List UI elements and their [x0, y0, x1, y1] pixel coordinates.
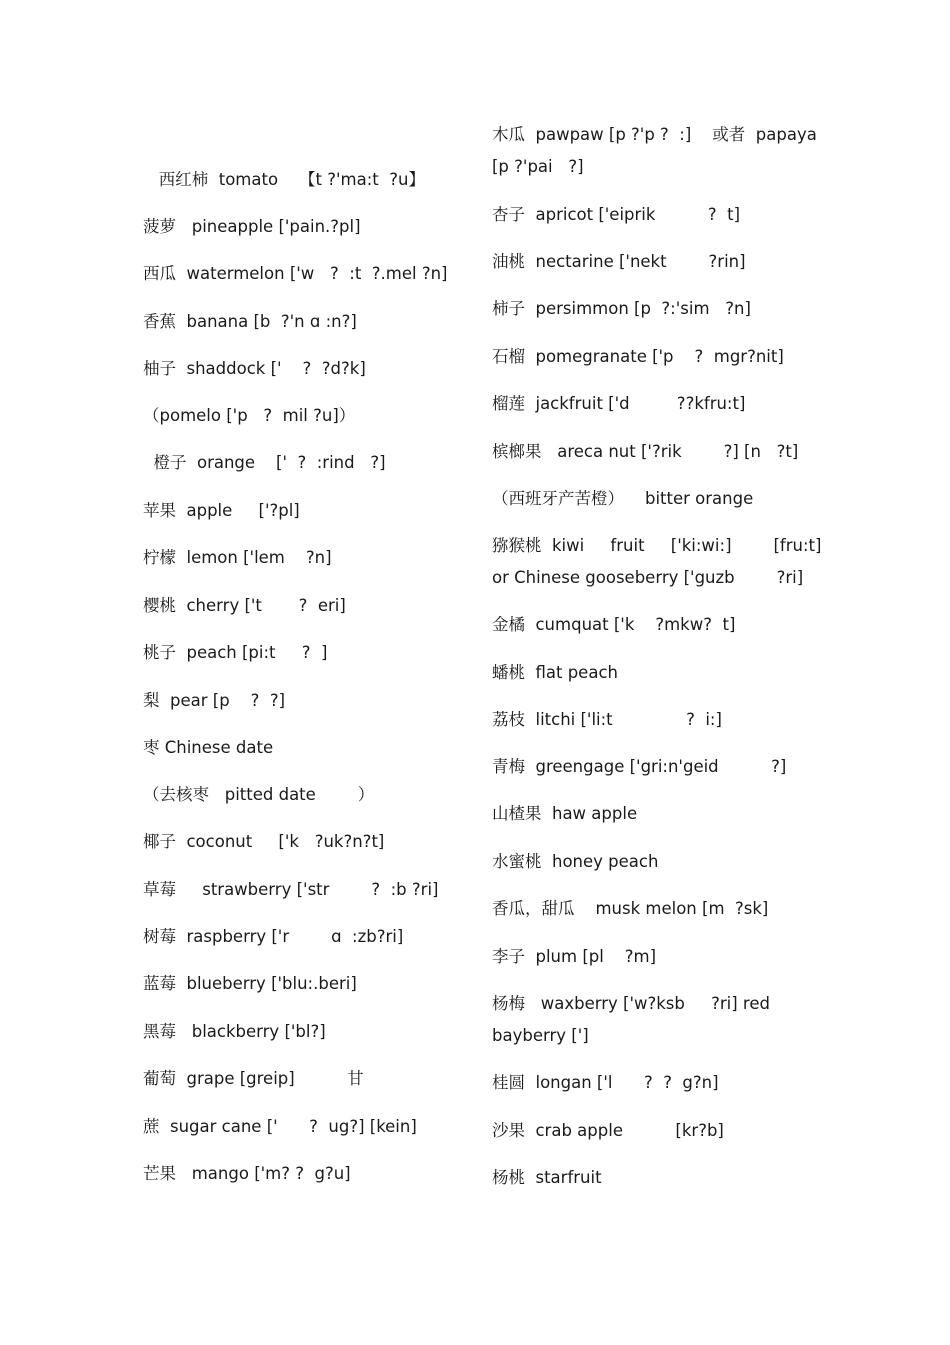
entry-raspberry: 树莓 raspberry ['r ɑ :zb?ri] [143, 927, 404, 946]
entry-lemon: 柠檬 lemon ['lem ?n] [143, 548, 332, 567]
entry-coconut: 椰子 coconut ['k ?uk?n?t] [143, 832, 385, 851]
entry-pear: 梨 pear [p ? ?] [143, 691, 286, 710]
entry-musk-melon: 香瓜，甜瓜 musk melon [m ?sk] [492, 899, 769, 918]
entry-strawberry: 草莓 strawberry ['str ? :b ?ri] [143, 880, 439, 899]
entry-apple: 苹果 apple ['?pl] [143, 501, 300, 520]
entry-nectarine: 油桃 nectarine ['nekt ?rin] [492, 252, 746, 271]
entry-areca-nut: 槟榔果 areca nut ['?rik ?] [n ?t] [492, 442, 799, 461]
entry-grape: 葡萄 grape [greip] 甘 [143, 1069, 364, 1088]
entry-jackfruit: 榴莲 jackfruit ['d ??kfru:t] [492, 394, 746, 413]
entry-pomelo: （pomelo ['p ? mil ?u]） [143, 406, 356, 425]
entry-watermelon: 西瓜 watermelon ['w ? :t ?.mel ?n] [143, 264, 448, 283]
entry-haw-apple: 山楂果 haw apple [492, 804, 638, 823]
entry-cherry: 樱桃 cherry ['t ? eri] [143, 596, 346, 615]
entry-flat-peach: 蟠桃 flat peach [492, 663, 618, 682]
entry-banana: 香蕉 banana [b ?'n ɑ :n?] [143, 312, 357, 331]
entry-crab-apple: 沙果 crab apple [kr?b] [492, 1121, 724, 1140]
entry-waxberry: 杨梅 waxberry ['w?ksb ?ri] red bayberry ['] [492, 994, 770, 1045]
entry-litchi: 荔枝 litchi ['li:t ? i:] [492, 710, 722, 729]
entry-pomegranate: 石榴 pomegranate ['p ? mgr?nit] [492, 347, 784, 366]
entry-shaddock: 柚子 shaddock [' ? ?d?k] [143, 359, 366, 378]
entry-cumquat: 金橘 cumquat ['k ?mkw? t] [492, 615, 736, 634]
entry-greengage: 青梅 greengage ['gri:n'geid ?] [492, 757, 787, 776]
entry-plum: 李子 plum [pl ?m] [492, 947, 657, 966]
entry-persimmon: 柿子 persimmon [p ?:'sim ?n] [492, 299, 751, 318]
entry-blueberry: 蓝莓 blueberry ['blu:.beri] [143, 974, 357, 993]
entry-starfruit: 杨桃 starfruit [492, 1168, 602, 1187]
entry-kiwi: 猕猴桃 kiwi fruit ['ki:wi:] [fru:t] or Chinese gooseberry ['guzb ?ri] [492, 536, 822, 587]
entry-pineapple: 菠萝 pineapple ['pain.?pl] [143, 217, 361, 236]
entry-mango: 芒果 mango ['m? ? g?u] [143, 1164, 351, 1183]
entry-bitter-orange: （西班牙产苦橙） bitter orange [492, 489, 754, 508]
entry-peach: 桃子 peach [pi:t ? ] [143, 643, 328, 662]
entry-chinese-date: 枣 Chinese date [143, 738, 274, 757]
entry-pawpaw: 木瓜 pawpaw [p ?'p ? :] 或者 papaya [p ?'pai ?] [492, 125, 817, 176]
entry-orange: 橙子 orange [' ? :rind ?] [143, 453, 386, 472]
entry-apricot: 杏子 apricot ['eiprik ? t] [492, 205, 741, 224]
entry-honey-peach: 水蜜桃 honey peach [492, 852, 659, 871]
entry-longan: 桂圆 longan ['l ? ? g?n] [492, 1073, 719, 1092]
entry-sugar-cane: 蔗 sugar cane [' ? ug?] [kein] [143, 1117, 417, 1136]
entry-tomato: 西红柿 tomato 【t ?'ma:t ?u】 [143, 170, 425, 189]
entry-blackberry: 黑莓 blackberry ['bl?] [143, 1022, 326, 1041]
entry-pitted-date: （去核枣 pitted date ） [143, 785, 375, 804]
